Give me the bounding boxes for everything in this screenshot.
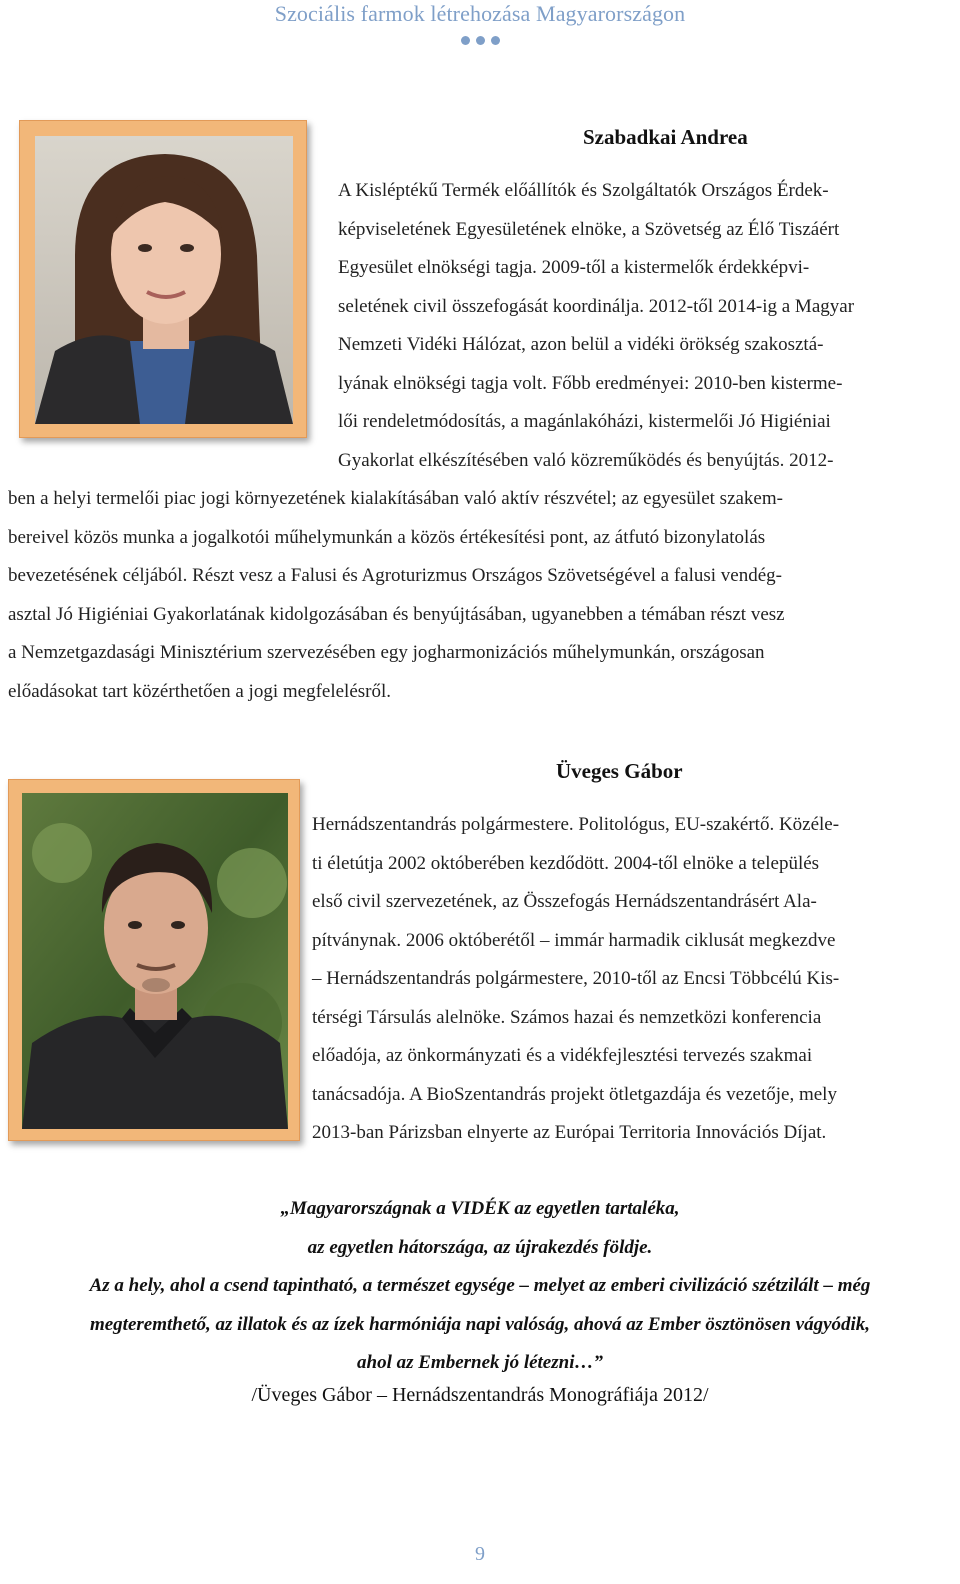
bio-line: lői rendeletmódosítás, a magánlakóházi, kistermelői Jó Higiéniai <box>338 411 831 432</box>
portrait-image <box>22 793 288 1129</box>
bio-line: – Hernádszentandrás polgármestere, 2010-től az Encsi Többcélú Kis- <box>312 968 840 989</box>
bio-line: előadásokat tart közérthetően a jogi megfelelésről. <box>8 680 392 702</box>
quote-source: /Üveges Gábor – Hernádszentandrás Monográfiája 2012/ <box>251 1384 709 1406</box>
person-name-gabor: Üveges Gábor <box>556 759 683 783</box>
bio-line: előadója, az önkormányzati és a vidékfejlesztési tervezés szakmai <box>312 1045 813 1066</box>
bio-paragraph-andrea-continued <box>8 480 947 711</box>
ornament-dot <box>461 36 470 45</box>
bio-line: a Nemzetgazdasági Minisztérium szervezésében egy jogharmonizációs műhelymunkán, országosan <box>8 642 765 663</box>
bio-paragraph-andrea <box>338 172 947 480</box>
running-header: Szociális farmok létrehozása Magyarországon <box>274 1 686 26</box>
quote-line: Az a hely, ahol a csend tapintható, a természet egysége – melyet az emberi civilizáció szétzilált – még <box>89 1275 871 1297</box>
bio-line: képviseletének Egyesületének elnöke, a Szövetség az Élő Tiszáért <box>338 218 840 240</box>
quote-line: „Magyarországnak a VIDÉK az egyetlen tartaléka, <box>280 1198 680 1219</box>
bio-line: lyának elnökségi tagja volt. Főbb eredményei: 2010-ben kisterme- <box>338 372 843 394</box>
bio-paragraph-gabor <box>312 806 947 1153</box>
bio-line: pítványnak. 2006 októberétől – immár harmadik ciklusát megkezdve <box>312 929 836 951</box>
portrait-photo-gabor <box>8 779 300 1141</box>
bio-line: ben a helyi termelői piac jogi környezetének kialakításában való aktív részvétel; az egyesület szakem- <box>8 488 783 509</box>
bio-line: Egyesület elnökségi tagja. 2009-től a kistermelők érdekképvi- <box>338 257 810 278</box>
bio-line: bevezetésének céljából. Részt vesz a Falusi és Agroturizmus Országos Szövetségével a falusi vendég- <box>8 565 782 586</box>
page-number: 9 <box>475 1543 485 1565</box>
person-name-andrea: Szabadkai Andrea <box>583 125 748 149</box>
ornament-dot <box>491 36 500 45</box>
quote-line: megteremthető, az illatok és az ízek harmóniája napi valóság, ahová az Ember ösztönösen vágyódik, <box>89 1313 871 1335</box>
bio-line: Hernádszentandrás polgármestere. Politológus, EU-szakértő. Közéle- <box>312 814 840 835</box>
ornament-dot <box>476 36 485 45</box>
quote-line: ahol az Embernek jó létezni…” <box>357 1352 603 1374</box>
bio-line: A Kisléptékű Termék előállítók és Szolgáltatók Országos Érdek- <box>338 180 829 201</box>
bio-line: asztal Jó Higiéniai Gyakorlatának kidolgozásában és benyújtásában, ugyanebben a témában részt vesz <box>8 603 785 625</box>
closing-quote <box>0 1190 960 1383</box>
bio-line: 2013-ban Párizsban elnyerte az Európai Territoria Innovációs Díjat. <box>312 1122 827 1143</box>
portrait-image <box>35 136 293 424</box>
portrait-photo-andrea <box>19 120 307 438</box>
bio-line: bereivel közös munka a jogalkotói műhelymunkán a közös értékesítési pont, az átfutó bizonylatolás <box>8 526 766 548</box>
bio-line: térségi Társulás alelnöke. Számos hazai és nemzetközi konferencia <box>312 1006 822 1028</box>
bio-line: seletének civil összefogását koordinálja. 2012-től 2014-ig a Magyar <box>338 295 855 317</box>
bio-line: ti életútja 2002 októberében kezdődött. 2004-től elnöke a település <box>312 852 820 874</box>
bio-line: Nemzeti Vidéki Hálózat, azon belül a vidéki örökség szakosztá- <box>338 334 824 355</box>
bio-line: első civil szervezetének, az Összefogás Hernádszentandrásért Ala- <box>312 891 817 912</box>
bio-line: Gyakorlat elkészítésében való közreműködés és benyújtás. 2012- <box>338 449 834 471</box>
header-ornament <box>0 36 960 45</box>
bio-line: tanácsadója. A BioSzentandrás projekt ötletgazdája és vezetője, mely <box>312 1083 837 1105</box>
quote-line: az egyetlen hátországa, az újrakezdés földje. <box>307 1236 653 1258</box>
